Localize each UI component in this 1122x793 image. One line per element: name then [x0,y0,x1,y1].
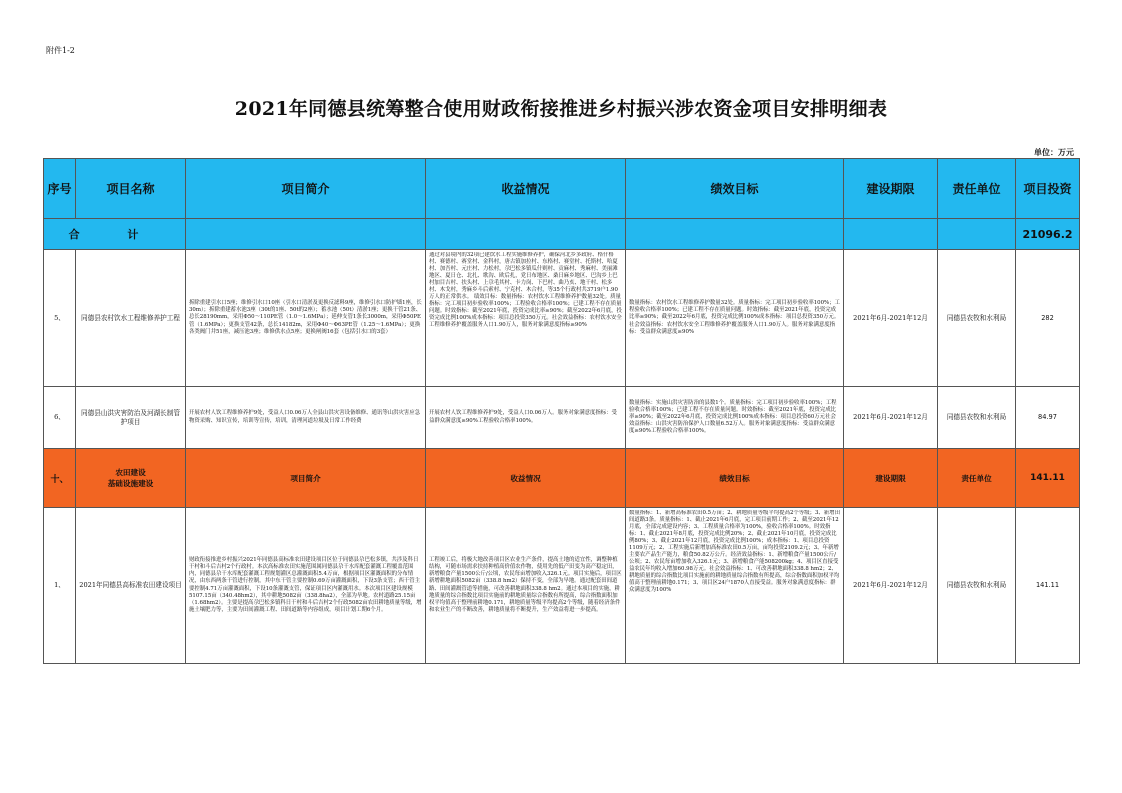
total-row [44,219,1080,250]
table-row [44,250,1080,387]
row-intro: 拆除重建引水口5座；维修引水口10座（引水口清淤及更换反滤料9座，维修引水口防护墙1座，长30m）；拆除重建蓄水池3座（30t的1座、50t的2座）；蓄水池（50t）清淤1座；更换干管21条、总长28190mm，采用Φ50～110PE管（1.0～1.6MPa）；延伸支管1条长3000m，采用Φ50PE管（1.6MPa）；更换支管42条，总长14182m，采用Φ40～Φ63PE管（1.25～1.6MPa）；更换各类阀门井51座，减压池3座；维修供水点5座；更换闸阀16套（包括引水口的3套） [186,250,426,387]
row-no: 5、 [44,250,76,387]
section-unit: 责任单位 [938,449,1016,508]
header-intro: 项目简介 [186,159,426,219]
header-benefit: 收益情况 [426,159,626,219]
section-name-line1: 农田建设 [115,468,146,477]
total-label: 合 计 [44,219,186,250]
header-period: 建设期限 [844,159,938,219]
row-amount: 282 [1016,250,1080,387]
section-period: 建设期限 [844,449,938,508]
row-amount: 84.97 [1016,387,1080,449]
section-target: 绩效目标 [626,449,844,508]
section-intro: 项目简介 [186,449,426,508]
section-amount: 141.11 [1016,449,1080,508]
row-period: 2021年6月-2021年12月 [844,508,938,664]
row-name: 同德县山洪灾害防治及河湖长制管护项目 [76,387,186,449]
row-period: 2021年6月-2021年12月 [844,250,938,387]
row-no: 1、 [44,508,76,664]
table-row [44,387,1080,449]
row-unit: 同德县农牧和水利局 [938,250,1016,387]
header-no: 序号 [44,159,76,219]
header-name: 项目名称 [76,159,186,219]
section-name-line2: 基础设施建设 [107,479,154,488]
row-amount: 141.11 [1016,508,1080,664]
row-intro: 开展农村人饮工程维修养护9处，受益人口0.06万人全县山洪灾害设备维修、通讯等山洪灾害应急物资采购、知识宣传，培训等宣传，培训，清理河道垃圾及日常工作经费 [186,387,426,449]
project-table [43,158,1080,664]
row-no: 6、 [44,387,76,449]
section-no: 十、 [44,449,76,508]
row-unit: 同德县农牧和水利局 [938,387,1016,449]
header-row [44,159,1080,219]
row-target: 数量指标：1、新增高标准农田0.5万亩；2、耕地质量等级平均提高2个等级；3、新增田间道路3条。质量指标：1、截止2021年6月底，完工项目前期工作；2、截至2021年12月底，全部完成建设内容；3、工程质量合格率为100%，验收合格率100%。时效指标：1、截止2021年8月底，投资完成比例20%；2、截止2021年10月底，投资完成比例80%；3、截止2021年12月底，投资完成比例100%；成本指标：1、项目总投资1109万元；2、工程实施后新增加高标准农田0.5万亩，亩均投资2109.2元；3、年新增主要农产品生产能力，粮食50.82万公斤。经济效益指标：1、新增粮食产量1500公斤/公顷；2、农民每亩增加收入326.1元；3、新增粮食产能508200kg；4、项目区直接受益农民年均收入增加60.98万元。社会效益指标：1、可改善耕地面积338.8 hm2；2、耕地质量的综合指数比项目实施前的耕地质量综合指数有所提高，综合指数面积加权平均值高于整理前耕地0.171；3、项目区24户1870人直接受益。服务对象满意度指标：群众满意度为100% [629,510,840,594]
row-name: 2021年同德县高标准农田建设项目 [76,508,186,664]
row-benefit: 开展农村人饮工程维修养护9处，受益人口0.06万人。服务对象满意度指标：受益群众满意度≥90%工程验收合格率100%。 [426,387,626,449]
attachment-label: 附件1-2 [46,46,75,55]
row-benefit: 工程竣工后，将极大地改善项目区农业生产条件，提高土地的适宜性，调整种植结构，可随市场需求扶持种植高价值农作物，使用先的低产田变为高产稳定田，新增粮食产量1500公斤/公顷，农民每亩增加收入326.1元。项目实施后，项目区新增耕地面积5082亩（338.8 hm2）保持不变，全部为旱地。通过配套田间道路、田间灌溉管道等措施，可改善耕地面积338.8 hm2。通过本项目的实施，耕地质量的综合指数比项目实施前的耕地质量综合指数有所提高，综合指数面积加权平均值高于整理前耕地0.171，耕地质量等级平均提高2个等级，随着经济条件和农业生产的不断改善，耕地质量将不断提升，生产效益将进一步提高。 [426,508,626,664]
row-benefit: 通过对县境内的32项已建饮水工程实施维修养护，确保河北乡多政府、格什格村、赛德村、赛堂村、金科村，唐古镇加拉村、东格村、赛堂村、托斯村、哈夏村、加吾村、元庄村、力松村，尕巴松多镇瓜什则村、贡麻村、秀麻村、美丽滩地区、夏日仓、北扎、歌沟、欧后扎，党日布地区、桑日麻乡地区、巴沟乡上巴村加目吉村、扶头村、上尕毛其村、卡力岗、下巴村、曲乃亥、地干村、松多村、木戈村，秀麻乡斗后索村、宁克村、木合村，等35个行政村共3719户1.90万人的正常供水。 绩效目标：数量指标：农村饮水工程维修养护数量32处。质量指标：完工项目初步验收率100%；工程验收合格率100%；已建工程不存在质量问题。时效指标：截至2021年底，投资完成比率≥90%；截至2022年6月底，投资完成比例100%成本指标：项目总投资350万元。社会效益指标：农村饮水安全工程维修养护覆盖服务人口1.90万人，服务对象满意度指标≥90% [429,252,622,329]
total-amount: 21096.2 [1016,219,1080,250]
page-title: 2021年同德县统筹整合使用财政衔接推进乡村振兴涉农资金项目安排明细表 [234,98,888,120]
row-unit: 同德县农牧和水利局 [938,508,1016,664]
section-benefit: 收益情况 [426,449,626,508]
header-target: 绩效目标 [626,159,844,219]
row-period: 2021年6月-2021年12月 [844,387,938,449]
row-target: 数量指标：实施山洪灾害防治的县数1个。质量指标：完工项目初步验收率100%；工程验收合格率100%；已建工程不存在质量问题。时效指标：截至2021年底，投资完成比率≥90%；截至2022年6月底，投资完成比例100%成本指标：项目总投资60万元社会效益指标：山洪灾害防治保护人口数量6.52万人。服务对象满意度指标：受益群众满意度≥90%工程验收合格率100%。 [626,387,844,449]
row-target: 数量指标：农村饮水工程维修养护数量32处。质量指标：完工项目初步验收率100%；工程验收合格率100%；已建工程不存在质量问题。时效指标：截至2021年底，投资完成比率≥90%；截至2022年6月底，投资完成比例100%成本指标：项目总投资350万元。社会效益指标：农村饮水安全工程维修养护覆盖服务人口1.90万人。服务对象满意度指标：受益群众满意度≥90% [626,250,844,387]
row-intro: 财政衔接推进乡村振兴2021年同德县高标准农田建设项目区位于同德县尕巴松多镇，共涉及科日干村和斗后吉村2个行政村。本次高标准农田实施范围属同德县尕干水库配套灌溉工程覆盖范围内，同德县尕干水库配套灌溉工程规划灌区总灌溉面积5.4万亩，根据项目区灌溉面积的分布情况，由东西两条干管进行控制，其中东干管主要控制0.69万亩灌溉面积，下设3条支管；西干管主要控制4.71万亩灌溉面积，下设10条灌溉支管，保证项目区内灌溉用水。本次项目区建设规模5107.15亩（340.48hm2），其中耕地5082亩（338.8ha2），全部为旱地。农村道路25.15亩（1.68hm2）。主要是提高尕巴松多镇科日干村和斗后吉村2个行政5082亩农田耕地质量等级，增施土壤肥力等，主要为田间灌溉工程、田间道路等内容组成，项目计划工期6个月。 [186,508,426,664]
header-amount: 项目投资 [1016,159,1080,219]
section-row [44,449,1080,508]
table-row [44,508,1080,664]
unit-label: 单位：万元 [1034,147,1074,157]
header-unit: 责任单位 [938,159,1016,219]
row-name: 同德县农村饮水工程维修养护工程 [76,250,186,387]
section-name [76,449,186,508]
